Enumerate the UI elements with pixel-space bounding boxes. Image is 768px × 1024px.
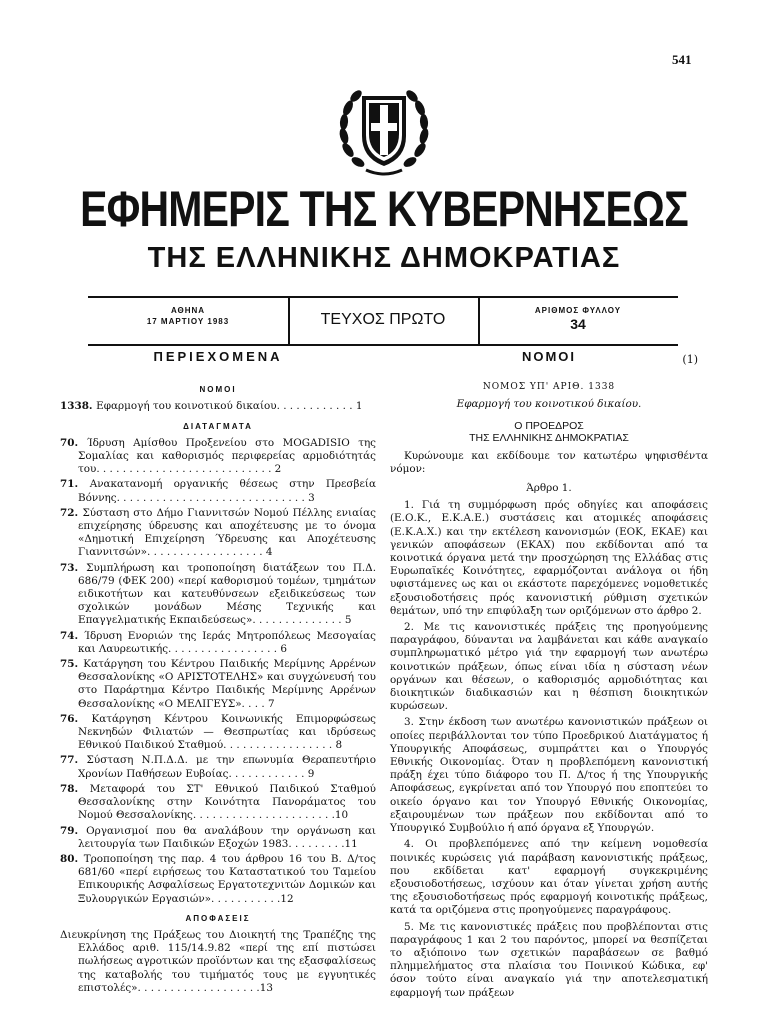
- contents-entry-text: Σύσταση Ν.Π.Δ.Δ. με την επωνυμία Θεραπευτήριο Χρονίων Παθήσεων Ευβοίας. . . . . . . . . . . . 9: [78, 754, 376, 780]
- law-paragraph: 5. Με τις κανονιστικές πράξεις που προβλέπονται στις παραγράφους 1 και 2 του παρόντος, μπορεί να θεσπίζεται το αξιόποινο των σχετικών παραβάσεων σε βαθμό πλημμελήματος στα πλαίσια του Ποινικού Κώδικα, εφ' όσον τούτο είναι αναγκαίο γιά την αποτελεσματική εφαρμογή των πράξεων: [390, 920, 708, 999]
- law-subject: Εφαρμογή του κοινοτικού δικαίου.: [456, 398, 642, 411]
- law-number: ΝΟΜΟΣ ΥΠ' ΑΡΙΘ. 1338: [482, 382, 616, 393]
- law-index: (1): [682, 353, 698, 367]
- contents-entry-number: 70.: [60, 436, 87, 449]
- laws-title: ΝΟΜΟΙ: [521, 349, 577, 364]
- contents-entry-text: Ίδρυση Ενοριών της Ιεράς Μητροπόλεως Μεσογαίας και Λαυρεωτικής. . . . . . . . . . . . . . . . . 6: [78, 629, 376, 655]
- contents-entry-text: Ίδρυση Αμίσθου Προξενείου στο MOGADISIO της Σομαλίας και καθορισμός περιφερείας αρμοδιότητάς του. . . . . . . . . . . . . . . . . . . . . . . . . . . 2: [78, 436, 376, 476]
- contents-section-title: ΝΟΜΟΙ: [199, 385, 237, 395]
- contents-entry-text: Διευκρίνηση της Πράξεως του Διοικητή της Τραπέζης της Ελλάδος αριθ. 115/14.9.82 «περί της επί πιστώσει πωλήσεως αγροτικών προϊόντων και της εξασφαλίσεως της καταβολής του τιμήματός τους με εγγυητικές επιστολές». . . . . . . . . . . . . . . . . . .13: [60, 928, 376, 994]
- contents-entry-text: Ανακατανομή οργανικής θέσεως στην Πρεσβεία Βόννης. . . . . . . . . . . . . . . . . . . . . . . . . . . . . 3: [78, 478, 377, 504]
- contents-entry-text: Μεταφορά του ΣΤ' Εθνικού Παιδικού Σταθμού Θεσσαλονίκης στην Κοινότητα Πανοράματος του Νομού Θεσσαλονίκης. . . . . . . . . . . . . . . . . . . . . .10: [78, 782, 377, 822]
- contents-entry-number: 79.: [60, 824, 87, 837]
- contents-entry-number: 77.: [60, 754, 87, 767]
- contents-entry: [60, 400, 376, 413]
- contents-entry: [60, 507, 376, 560]
- contents-entry: [60, 562, 376, 628]
- contents-entry-number: 80.: [60, 852, 84, 865]
- contents-section-title: ΔΙΑΤΑΓΜΑΤΑ: [183, 421, 253, 431]
- issue-sheet-number: 34: [570, 316, 586, 332]
- issue-sheet-label: ΑΡΙΘΜΟΣ ΦΥΛΛΟΥ: [534, 306, 622, 315]
- issue-date-cell: [88, 298, 290, 344]
- contents-entry: [60, 754, 376, 780]
- contents-entry-text: Κατάργηση Κέντρου Κοινωνικής Επιμορφώσεως Νεκνηδών Φιλιατών — Θεσπρωτίας και ιδρύσεως Εθνικού Παιδικού Σταθμού. . . . . . . . . . . . . . . . . 8: [78, 712, 376, 752]
- contents-entry: [60, 713, 376, 753]
- contents-entry: [60, 630, 376, 656]
- masthead-subtitle: ΤΗΣ ΕΛΛΗΝΙΚΗΣ ΔΗΜΟΚΡΑΤΙΑΣ: [147, 242, 621, 274]
- issue-volume-cell: [288, 298, 480, 344]
- contents-title: ΠΕΡΙΕΧΟΜΕΝΑ: [153, 349, 283, 364]
- greek-coat-of-arms-icon: [336, 78, 432, 178]
- president-heading: [390, 420, 708, 444]
- contents-entry: [60, 929, 376, 995]
- contents-entry-number: 1338.: [60, 400, 97, 413]
- issue-sheet-cell: [478, 298, 678, 344]
- law-paragraph: 3. Στην έκδοση των ανωτέρω κανονιστικών πράξεων οι οποίες περιβάλλονται τον τύπο Προεδρικού Διατάγματος ή Υπουργικής Αποφάσεως, συμπράττει και ο Υπουργός Εθνικής Οικονομίας. Όταν η προβλεπόμενη κανονιστική πράξη έχει τύπο διάφορο του Π. Δ/τος ή της Υπουργικής Αποφάσεως, εγκρίνεται από τον Υπουργό που εποπτεύει το οικείο όργανο και τον Υπουργό Εθνικής Οικονομίας, εξαιρουμένων των πράξεων που εκδίδονται από το Υπουργικό Συμβούλιο ή από όργανα εξ Υπουργών.: [390, 716, 708, 835]
- issue-bar: [88, 296, 678, 346]
- contents-entry-number: 78.: [60, 782, 90, 795]
- issue-date: 17 ΜΑΡΤΙΟΥ 1983: [146, 317, 230, 326]
- contents-entry: [60, 825, 376, 851]
- masthead-title: ΕΦΗΜΕΡΙΣ ΤΗΣ ΚΥΒΕΡΝΗΣΕΩΣ: [80, 181, 688, 237]
- contents-entry-number: 73.: [60, 561, 87, 574]
- contents-entry: [60, 658, 376, 711]
- issue-volume: ΤΕΥΧΟΣ ΠΡΩΤΟ: [320, 311, 446, 328]
- laws-column: [390, 350, 708, 1003]
- contents-entry-number: 74.: [60, 629, 85, 642]
- law-paragraphs: [390, 499, 708, 1000]
- president-line-1: Ο ΠΡΟΕΔΡΟΣ: [514, 419, 584, 432]
- law-preamble: Κυρώνουμε και εκδίδουμε τον κατωτέρω ψηφισθέντα νόμον:: [390, 449, 708, 475]
- contents-section-title: ΑΠΟΦΑΣΕΙΣ: [185, 913, 251, 923]
- president-line-2: ΤΗΣ ΕΛΛΗΝΙΚΗΣ ΔΗΜΟΚΡΑΤΙΑΣ: [469, 431, 629, 444]
- article-title: Άρθρο 1.: [526, 482, 572, 495]
- contents-entry: [60, 478, 376, 504]
- law-paragraph: 1. Γιά τη συμμόρφωση πρός οδηγίες και αποφάσεις (Ε.Ο.Κ., Ε.Κ.Α.Ε.) συστάσεις και ατομικές αποφάσεις (Ε.Κ.Α.Χ.) και την εκτέλεση κανονισμών (ΕΟΚ, ΕΚΑΕ) και γενικών αποφάσεων (ΕΚΑΧ) που εκδίδονται από τα κοινοτικά όργανα μετά την προσχώρηση της Ελλάδας στις Ευρωπαϊκές Κοινότητες, εφαρμόζονται ανάλογα οι ήδη υφιστάμενες ως και οι εκάστοτε παρεχόμενες νομοθετικές εξουσιοδοτήσεις πρός κανονιστική ρύθμιση σχετικών θεμάτων, υπό την επιφύλαξη των οριζόμενων στο άρθρο 2.: [390, 499, 708, 617]
- issue-city: ΑΘΗΝΑ: [170, 306, 206, 315]
- contents-entry: [60, 437, 376, 477]
- page-number: 541: [672, 52, 692, 67]
- contents-entry-number: 76.: [60, 712, 92, 725]
- contents-entry-text: Τροποποίηση της παρ. 4 του άρθρου 16 του Β. Δ/τος 681/60 «περί ειρήσεως του Καταστατικού του Ταμείου Επικουρικής Ασφαλίσεως Εργατοτεχνιτών Δομικών και Ξυλουργικών Εργασιών». . . . . . . . . . .12: [78, 852, 376, 905]
- contents-sections: [60, 383, 376, 995]
- contents-entry-number: 72.: [60, 506, 83, 519]
- contents-entry-text: Κατάργηση του Κέντρου Παιδικής Μερίμνης Αρρένων Θεσσαλονίκης «Ο ΑΡΙΣΤΟΤΕΛΗΣ» και συγχώνευσή του στο Παράρτημα Κέντρο Παιδικής Μερίμνης Αρρένων Θεσσαλονίκης «Ο ΜΕΛΙΓΕΥΣ». . . . 7: [78, 658, 376, 710]
- contents-entry-text: Συμπλήρωση και τροποποίηση διατάξεων του Π.Δ. 686/79 (ΦΕΚ 200) «περί καθορισμού τομέων, τμημάτων ειδικοτήτων και κατευθύνσεων εξειδικεύσεως των σχολικών μονάδων Μέσης Τεχνικής και Επαγγελματικής Εκπαιδεύσεως». . . . . . . . . . . . . . 5: [78, 561, 376, 627]
- contents-entry-number: 75.: [60, 658, 84, 671]
- contents-entry-text: Εφαρμογή του κοινοτικού δικαίου. . . . . . . . . . . . 1: [96, 400, 363, 413]
- contents-entry-text: Οργανισμοί που θα αναλάβουν την οργάνωση και λειτουργία των Παιδικών Εξοχών 1983. . . . . . . . .11: [78, 824, 376, 850]
- contents-entry-text: Σύσταση στο Δήμο Γιαννιτσών Νομού Πέλλης ενιαίας επιχείρησης ύδρευσης και αποχέτευσης με το όνομα «Δημοτική Επιχείρηση Ύδρευσης και Αποχέτευσης Γιαννιτσών». . . . . . . . . . . . . . . . . . 4: [78, 506, 376, 559]
- contents-entry-number: 71.: [60, 478, 90, 491]
- contents-entry: [60, 783, 376, 823]
- law-paragraph: 2. Με τις κανονιστικές πράξεις της προηγούμενης παραγράφου, δύνανται να λαμβάνεται και κάθε αναγκαίο συμπληρωματικό μέτρο γιά την εφαρμογή των ανωτέρω κοινοτικών πράξεων, όπως είναι ιδία η σύσταση νέων οργάνων και θέσεων, ο καθορισμός αρμοδιότητας και διοικητικών διαδικασιών και η θέσπιση διοικητικών κυρώσεων.: [390, 621, 708, 713]
- contents-column: [60, 350, 376, 997]
- contents-entry: [60, 853, 376, 906]
- law-paragraph: 4. Οι προβλεπόμενες από την κείμενη νομοθεσία ποινικές κυρώσεις γιά παράβαση κανονιστικής πράξεως, που εκδίδεται κατ' εφαρμογή συγκεκριμένης εξουσιοδοτήσεως, ισχύουν και όταν γίνεται χρήση αυτής της εξουσιοδοτήσεως πρός εφαρμογή κοινοτικής πράξεως, κατά τα οριζόμενα στις προηγούμενες παραγράφους.: [390, 838, 708, 917]
